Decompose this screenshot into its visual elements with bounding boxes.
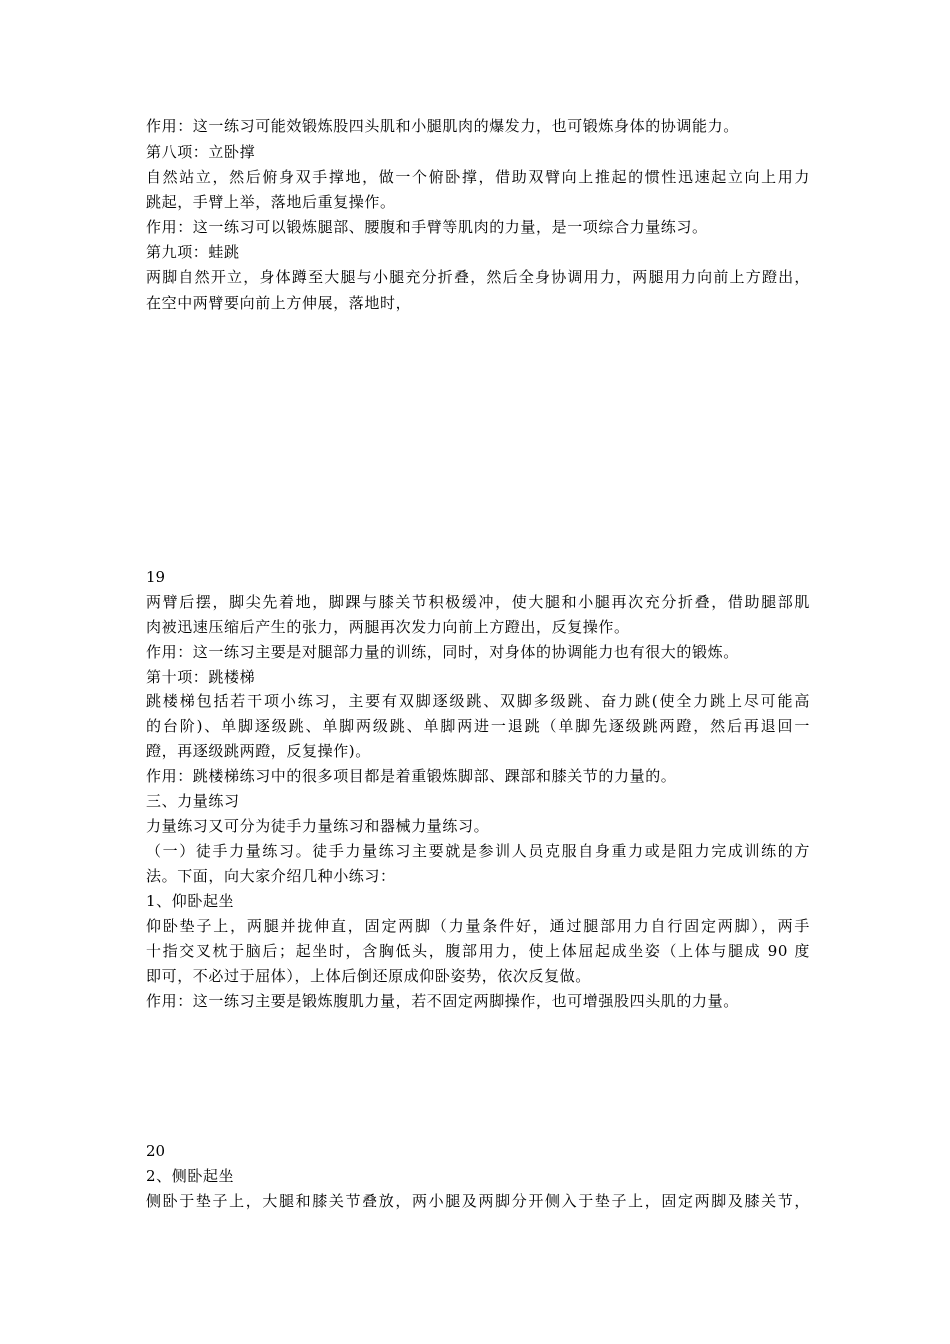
section-heading: 三、力量练习 — [146, 792, 240, 810]
section-heading: 1、仰卧起坐 — [146, 892, 235, 910]
page-number: 19 — [146, 568, 166, 586]
section-heading: 2、侧卧起坐 — [146, 1167, 235, 1185]
paragraph-line: 作用：这一练习可以锻炼腿部、腰腹和手臂等肌肉的力量，是一项综合力量练习。 — [146, 218, 708, 236]
section-heading: 第九项：蛙跳 — [146, 243, 240, 261]
paragraph-line: 作用：这一练习可能效锻炼股四头肌和小腿肌肉的爆发力，也可锻炼身体的协调能力。 — [146, 117, 739, 135]
paragraph-line: 侧卧于垫子上，大腿和膝关节叠放，两小腿及两脚分开侧入于垫子上，固定两脚及膝关节， — [146, 1192, 810, 1210]
paragraph-line: 肉被迅速压缩后产生的张力，两腿再次发力向前上方蹬出，反复操作。 — [146, 618, 630, 636]
paragraph-line: 作用：跳楼梯练习中的很多项目都是着重锻炼脚部、踝部和膝关节的力量的。 — [146, 767, 677, 785]
paragraph-line: 两臂后摆，脚尖先着地，脚踝与膝关节积极缓冲，使大腿和小腿再次充分折叠，借助腿部肌 — [146, 593, 810, 611]
page-number: 20 — [146, 1142, 166, 1160]
paragraph-line: 自然站立，然后俯身双手撑地，做一个俯卧撑，借助双臂向上推起的惯性迅速起立向上用力 — [146, 168, 810, 186]
paragraph-line: 即可，不必过于屈体），上体后倒还原成仰卧姿势，依次反复做。 — [146, 967, 591, 985]
paragraph-line: （一）徒手力量练习。徒手力量练习主要就是参训人员克服自身重力或是阻力完成训练的方 — [146, 842, 810, 860]
section-heading: 第十项：跳楼梯 — [146, 668, 256, 686]
section-heading: 第八项：立卧撑 — [146, 143, 256, 161]
paragraph-line: 十指交叉枕于脑后；起坐时，含胸低头，腹部用力，使上体屈起成坐姿（上体与腿成 90 度 — [146, 942, 810, 960]
paragraph-line: 在空中两臂要向前上方伸展，落地时， — [146, 294, 412, 312]
paragraph-line: 作用：这一练习主要是锻炼腹肌力量，若不固定两脚操作，也可增强股四头肌的力量。 — [146, 992, 739, 1010]
paragraph-line: 两脚自然开立，身体蹲至大腿与小腿充分折叠，然后全身协调用力，两腿用力向前上方蹬出， — [146, 268, 810, 286]
paragraph-line: 跳楼梯包括若干项小练习，主要有双脚逐级跳、双脚多级跳、奋力跳(使全力跳上尽可能高 — [146, 692, 810, 710]
paragraph-line: 力量练习又可分为徒手力量练习和器械力量练习。 — [146, 817, 490, 835]
paragraph-line: 跳起，手臂上举，落地后重复操作。 — [146, 193, 396, 211]
paragraph-line: 作用：这一练习主要是对腿部力量的训练，同时，对身体的协调能力也有很大的锻炼。 — [146, 643, 739, 661]
paragraph-line: 法。下面，向大家介绍几种小练习： — [146, 867, 396, 885]
paragraph-line: 蹬，再逐级跳两蹬，反复操作)。 — [146, 742, 371, 760]
paragraph-line: 的台阶)、单脚逐级跳、单脚两级跳、单脚两进一退跳（单脚先逐级跳两蹬，然后再退回一 — [146, 717, 810, 735]
paragraph-line: 仰卧垫子上，两腿并拢伸直，固定两脚（力量条件好，通过腿部用力自行固定两脚），两手 — [146, 917, 810, 935]
